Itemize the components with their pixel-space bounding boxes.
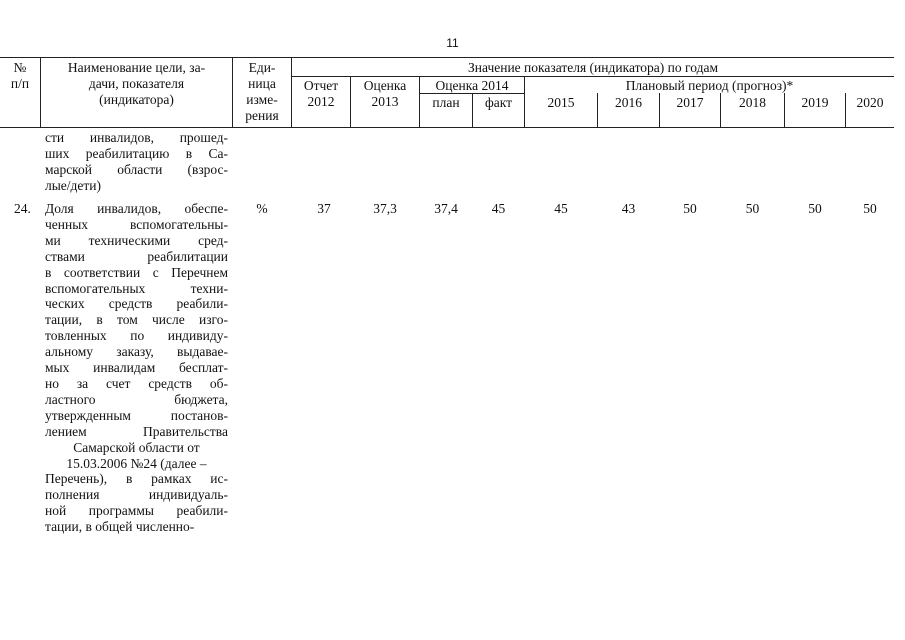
header-num: № п/п (10, 60, 30, 91)
header-year-2016: 2016 (615, 95, 642, 110)
header-planned-period: Плановый период (прогноз)* (625, 78, 794, 93)
value-fact-2014: 45 (491, 201, 506, 216)
value-2018: 50 (745, 201, 760, 216)
value-2020: 50 (863, 201, 877, 216)
value-plan-2014: 37,4 (434, 201, 458, 216)
header-year-2018: 2018 (739, 95, 766, 110)
header-value-group: Значение показателя (индикатора) по годам (468, 60, 718, 75)
header-year-2017: 2017 (676, 95, 704, 110)
header-name: Наименование цели, за- дачи, показателя (индикатора) (67, 60, 206, 107)
header-top-rule (0, 57, 894, 58)
header-year-2019: 2019 (801, 95, 829, 110)
value-2016: 43 (621, 201, 636, 216)
header-estimate-2013: Оценка 2013 (363, 78, 407, 109)
value-report-2012: 37 (317, 201, 331, 216)
row-description: Доля инвалидов, обеспе- ченных вспомогательны- ми техническими сред- ствами реабилитации в соответствии с Перечнем вспомогательных техни- ческих средств реабили- тации, в том числе изго- товленных по индивиду- альному заказу, выдавае- мых инвалидам бесплат- но за счет средств об- ластного бюджета, утвержденным постанов- лением Правительства Самарской области от 15.03.2006 №24 (далее – Перечень), в рамках ис- полнения индивидуаль- ной программы реабили- тации, в общей численно- (45, 201, 228, 535)
header-report-2012: Отчет 2012 (303, 78, 339, 109)
header-year-2015: 2015 (547, 95, 575, 110)
value-2017: 50 (683, 201, 697, 216)
row-number: 24. (14, 201, 31, 216)
row-unit: % (256, 201, 268, 216)
value-2015: 45 (554, 201, 568, 216)
page-number: 11 (446, 36, 459, 50)
header-unit: Еди- ница изме- рения (245, 60, 279, 123)
header-bottom-rule (0, 127, 894, 128)
header-plan: план (432, 95, 460, 110)
header-estimate-2014: Оценка 2014 (435, 78, 509, 93)
header-fact: факт (484, 95, 513, 110)
prev-row-tail: сти инвалидов, прошед- ших реабилитацию в Са- марской области (взрос- лые/дети) (45, 130, 228, 193)
header-year-2020: 2020 (856, 95, 884, 110)
value-estimate-2013: 37,3 (373, 201, 397, 216)
value-2019: 50 (808, 201, 822, 216)
header-rule-values (291, 76, 894, 77)
